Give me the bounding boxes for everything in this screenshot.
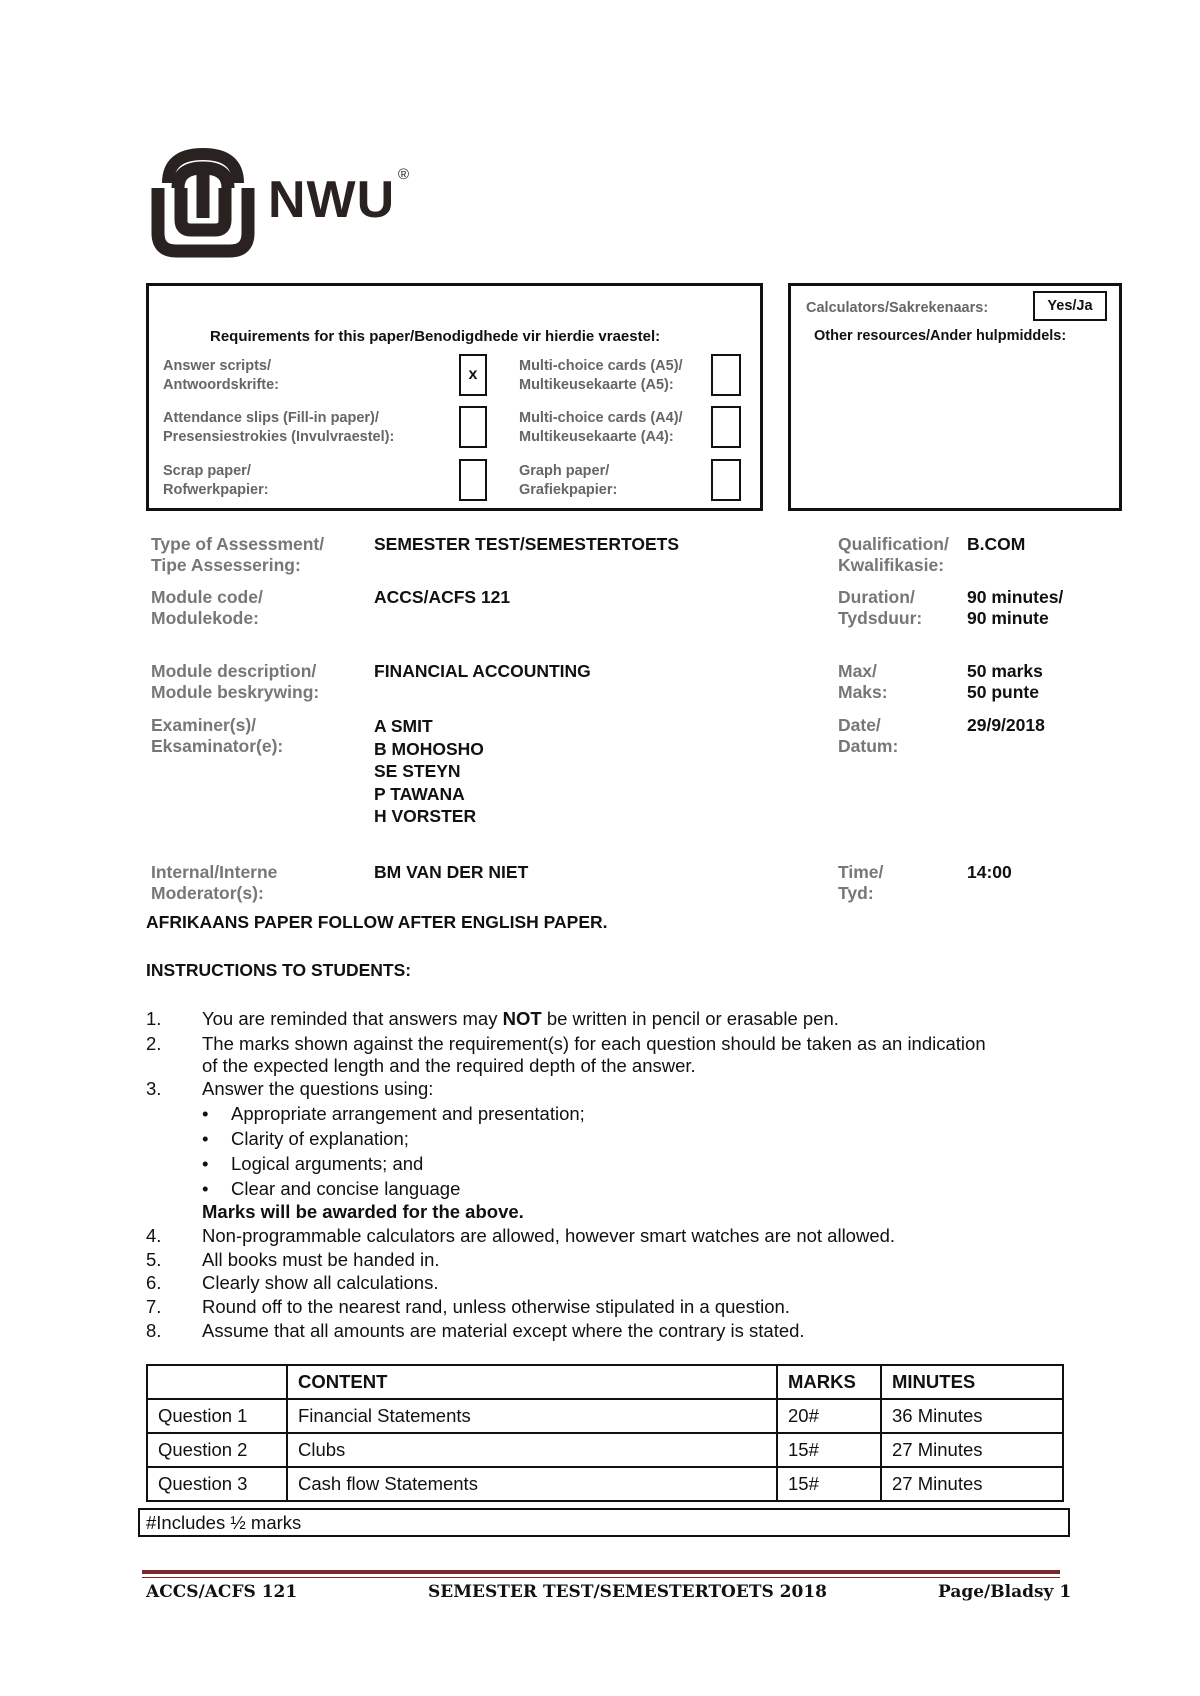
table-row [147,1467,1063,1501]
bullet-icon: • [202,1103,209,1124]
moderator-label: Internal/Interne Moderator(s): [151,862,278,903]
table-header-row [147,1365,1063,1399]
instruction-4: Non-programmable calculators are allowed, however smart watches are not allowed. [202,1225,896,1246]
instruction-1: You are reminded that answers may NOT be written in pencil or erasable pen. [202,1008,839,1029]
afrikaans-note: AFRIKAANS PAPER FOLLOW AFTER ENGLISH PAPER. [146,912,608,932]
instruction-number: 7. [146,1296,162,1317]
examiners-list [374,715,484,828]
calculators-label: Calculators/Sakrekenaars: [806,300,989,316]
req-attendance-slips-label: Attendance slips (Fill-in paper)/ Presensiestrokies (Invulvraestel): [163,410,395,445]
table-cell: 36 Minutes [881,1399,1063,1433]
marks-awarded-note: Marks will be awarded for the above. [202,1201,524,1222]
req-graph-paper-label: Graph paper/ Grafiekpapier: [519,463,618,498]
instruction-6: Clearly show all calculations. [202,1272,439,1293]
footer-divider-thin [142,1577,1060,1578]
req-graph-paper-checkbox[interactable] [711,459,741,501]
bullet-icon: • [202,1153,209,1174]
examiner: A SMIT [374,716,433,736]
instruction-number: 1. [146,1008,162,1029]
instruction-3: Answer the questions using: [202,1078,434,1099]
table-header: MINUTES [881,1365,1063,1399]
type-of-assessment-label: Type of Assessment/ Tipe Assessering: [151,534,325,575]
bullet-item: Appropriate arrangement and presentation; [231,1103,585,1124]
req-scrap-paper-checkbox[interactable] [459,459,487,501]
module-code-value: ACCS/ACFS 121 [374,587,511,607]
calculators-value: Yes/Ja [1033,291,1107,321]
logo-wordmark: NWU [268,171,396,229]
table-row [147,1399,1063,1433]
qualification-value: B.COM [967,534,1026,554]
instruction-5: All books must be handed in. [202,1249,440,1270]
module-description-value: FINANCIAL ACCOUNTING [374,661,591,681]
max-marks-label: Max/ Maks: [838,661,888,702]
half-marks-note: #Includes ½ marks [138,1508,1070,1537]
table-header: CONTENT [287,1365,777,1399]
instruction-number: 5. [146,1249,162,1270]
req-mc-a5-label: Multi-choice cards (A5)/ Multikeusekaarte (A5): [519,358,683,393]
duration-label: Duration/ Tydsduur: [838,587,923,628]
table-cell: 27 Minutes [881,1467,1063,1501]
footer-page-number: Page/Bladsy 1 [938,1582,1072,1602]
instruction-number: 2. [146,1033,162,1054]
examiner: P TAWANA [374,783,465,804]
table-cell: Cash flow Statements [287,1467,777,1501]
req-answer-scripts-label: Answer scripts/ Antwoordskrifte: [163,358,279,393]
footer-test-title: SEMESTER TEST/SEMESTERTOETS 2018 [428,1582,827,1602]
table-cell: Question 3 [147,1467,287,1501]
qualification-label: Qualification/ Kwalifikasie: [838,534,949,575]
req-mc-a4-checkbox[interactable] [711,406,741,448]
table-cell: 27 Minutes [881,1433,1063,1467]
req-scrap-paper-label: Scrap paper/ Rofwerkpapier: [163,463,269,498]
table-cell: 15# [777,1467,881,1501]
instruction-number: 4. [146,1225,162,1246]
requirements-title: Requirements for this paper/Benodigdhede vir hierdie vraestel: [210,328,661,345]
instruction-7: Round off to the nearest rand, unless otherwise stipulated in a question. [202,1296,790,1317]
bullet-icon: • [202,1128,209,1149]
bullet-item: Clarity of explanation; [231,1128,409,1149]
instruction-8: Assume that all amounts are material except where the contrary is stated. [202,1320,805,1341]
req-answer-scripts-checkbox[interactable]: x [459,354,487,396]
date-value: 29/9/2018 [967,715,1045,735]
type-of-assessment-value: SEMESTER TEST/SEMESTERTOETS [374,534,680,554]
table-cell: 20# [777,1399,881,1433]
instruction-2: The marks shown against the requirement(s) for each question should be taken as an indication of the expected length and the required depth of the answer. [202,1033,986,1076]
footer-divider [142,1570,1060,1574]
moderator-value: BM VAN DER NIET [374,862,529,882]
bullet-item: Clear and concise language [231,1178,461,1199]
req-mc-a4-label: Multi-choice cards (A4)/ Multikeusekaarte (A4): [519,410,683,445]
instruction-number: 3. [146,1078,162,1099]
nwu-logo-mark [148,148,258,258]
module-description-label: Module description/ Module beskrywing: [151,661,320,702]
registered-mark: ® [398,166,410,183]
table-cell: 15# [777,1433,881,1467]
footer-module-code: ACCS/ACFS 121 [146,1582,298,1602]
duration-value: 90 minutes/ 90 minute [967,587,1064,628]
table-cell: Clubs [287,1433,777,1467]
examiner: SE STEYN [374,761,461,781]
examiner: B MOHOSHO [374,738,484,759]
question-table [146,1364,1064,1502]
other-resources-label: Other resources/Ander hulpmiddels: [814,328,1067,344]
date-label: Date/ Datum: [838,715,899,756]
max-marks-value: 50 marks 50 punte [967,661,1043,702]
instruction-number: 8. [146,1320,162,1341]
table-cell: Financial Statements [287,1399,777,1433]
time-label: Time/ Tyd: [838,862,884,903]
table-cell: Question 1 [147,1399,287,1433]
instruction-number: 6. [146,1272,162,1293]
req-mc-a5-checkbox[interactable] [711,354,741,396]
table-row [147,1433,1063,1467]
instructions-heading: INSTRUCTIONS TO STUDENTS: [146,960,412,980]
bullet-icon: • [202,1178,209,1199]
module-code-label: Module code/ Modulekode: [151,587,263,628]
bullet-item: Logical arguments; and [231,1153,424,1174]
table-cell: Question 2 [147,1433,287,1467]
table-header [147,1365,287,1399]
examiner: H VORSTER [374,806,477,826]
table-header: MARKS [777,1365,881,1399]
req-attendance-slips-checkbox[interactable] [459,406,487,448]
examiners-label: Examiner(s)/ Eksaminator(e): [151,715,284,756]
time-value: 14:00 [967,862,1012,882]
